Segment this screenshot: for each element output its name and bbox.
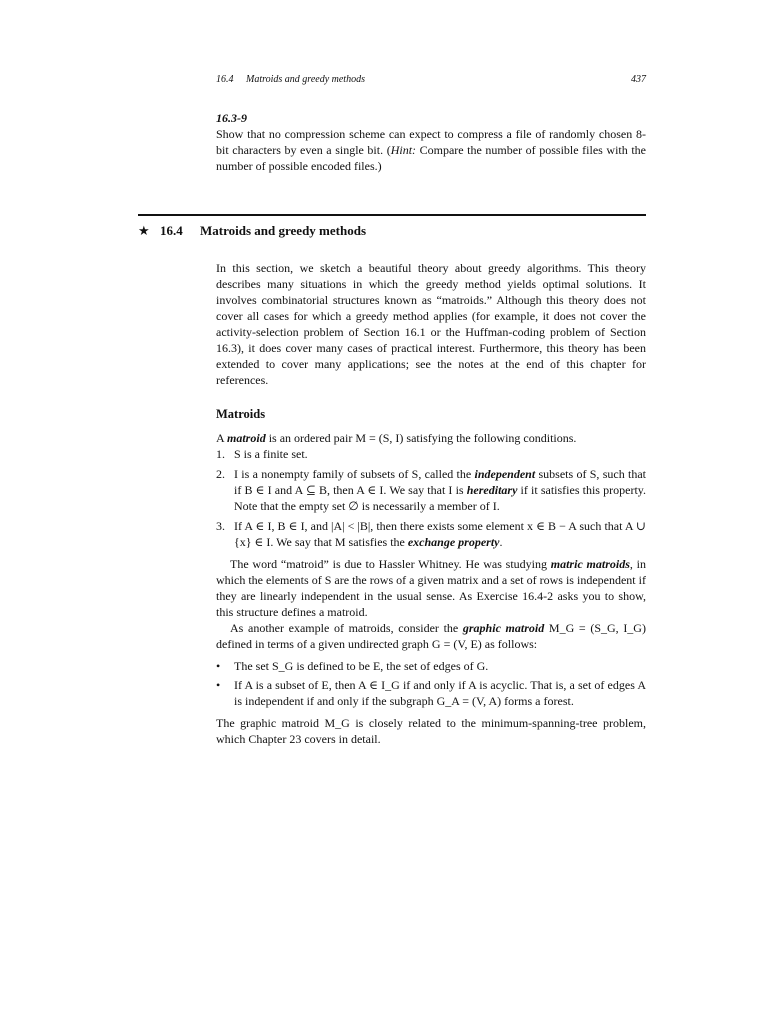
- graphic-matroid-term: graphic matroid: [462, 621, 545, 635]
- conditions-list: [216, 446, 646, 550]
- running-head-title-group: [216, 74, 365, 85]
- condition-text-part: if it satisfies this property. Note that the empty set ∅ is necessarily a member of I.: [234, 483, 646, 513]
- condition-item: [216, 446, 646, 462]
- matroid-definition-prefix: A: [216, 431, 228, 445]
- matroid-definition: [216, 430, 646, 446]
- exercise-text: [216, 126, 646, 174]
- bullet-item: [216, 677, 646, 709]
- section-body: [216, 260, 646, 747]
- condition-text-part: subsets of S, such that if B ∈ I and A ⊆ B, then A ∈ I. We say that I is: [234, 467, 646, 497]
- graphic-text-part: As another example of matroids, consider the: [230, 621, 463, 635]
- condition-text-part: If A ∈ I, B ∈ I, and |A| < |B|, then there exists some element x ∈ B − A such that A ∪ {x} ∈ I. We say that M satisfies the: [234, 519, 646, 549]
- matric-matroids-term: matric matroids: [550, 557, 630, 571]
- independent-term: independent: [474, 467, 536, 481]
- condition-text: [234, 466, 646, 514]
- exercise-text-after-hint: Compare the number of possible files with the number of possible encoded files.): [216, 143, 646, 173]
- page-number: 437: [631, 74, 646, 85]
- condition-item: [216, 518, 646, 550]
- starred-section-icon: ★: [138, 223, 150, 238]
- bullet-item: [216, 658, 646, 674]
- running-head-section-title: Matroids and greedy methods: [246, 74, 365, 85]
- whitney-text-part: The word “matroid” is due to Hassler Whitney. He was studying: [230, 557, 551, 571]
- exercise-number: 16.3-9: [216, 111, 247, 125]
- condition-text: S is a finite set.: [234, 447, 308, 461]
- condition-text-part: .: [499, 535, 503, 549]
- graphic-matroid-paragraph: [216, 620, 646, 652]
- matroid-term: matroid: [227, 431, 266, 445]
- condition-item: [216, 466, 646, 514]
- exchange-property-term: exchange property: [407, 535, 500, 549]
- section-rule: [138, 214, 646, 216]
- condition-text-part: I is a nonempty family of subsets of S, called the: [234, 467, 475, 481]
- exercise-hint-label: Hint:: [390, 143, 417, 157]
- bullet-text: The set S_G is defined to be E, the set of edges of G.: [234, 659, 489, 673]
- closing-paragraph: The graphic matroid M_G is closely related to the minimum-spanning-tree problem, which Chapter 23 covers in detail.: [216, 716, 646, 746]
- exercise-block: [216, 110, 646, 174]
- hereditary-term: hereditary: [466, 483, 518, 497]
- matroids-subheading: Matroids: [216, 407, 266, 421]
- condition-number: 3.: [216, 519, 225, 533]
- condition-number: 2.: [216, 467, 225, 481]
- bullet-icon: •: [216, 659, 221, 673]
- matroid-definition-suffix: is an ordered pair M = (S, I) satisfying the following conditions.: [265, 431, 577, 445]
- section-heading: [138, 223, 646, 239]
- section-title: Matroids and greedy methods: [200, 223, 366, 238]
- condition-text: [234, 518, 646, 550]
- graphic-text-part: M_G = (S_G, I_G) defined in terms of a given undirected graph G = (V, E) as follows:: [216, 621, 646, 651]
- whitney-paragraph: [216, 556, 646, 620]
- condition-number: 1.: [216, 447, 225, 461]
- running-head: [216, 74, 646, 85]
- bullet-text: If A is a subset of E, then A ∈ I_G if and only if A is acyclic. That is, a set of edges A is independent if and only if the subgraph G_A = (V, A) forms a forest.: [234, 678, 646, 708]
- section-number: 16.4: [160, 223, 183, 238]
- graphic-matroid-bullets: [216, 658, 646, 709]
- intro-paragraph: In this section, we sketch a beautiful theory about greedy algorithms. This theory describes many situations in which the greedy method yields optimal solutions. It involves combinatorial structures known as “matroids.” Although this theory does not cover all cases for which a greedy method applies (for example, it does not cover the activity-selection problem of Section 16.1 or the Huffman-coding problem of Section 16.3), it does cover many cases of practical interest. Furthermore, this theory has been extended to cover many applications; see the notes at the end of this chapter for references.: [216, 261, 646, 387]
- whitney-text-part: , in which the elements of S are the rows of a given matrix and a set of rows is independent if they are linearly independent in the usual sense. As Exercise 16.4-2 asks you to show, this structure defines a matroid.: [216, 557, 646, 619]
- bullet-icon: •: [216, 678, 221, 692]
- running-head-section-number: 16.4: [216, 74, 234, 85]
- exercise-text-before-hint: Show that no compression scheme can expect to compress a file of randomly chosen 8-bit characters by even a single bit. (: [216, 127, 646, 157]
